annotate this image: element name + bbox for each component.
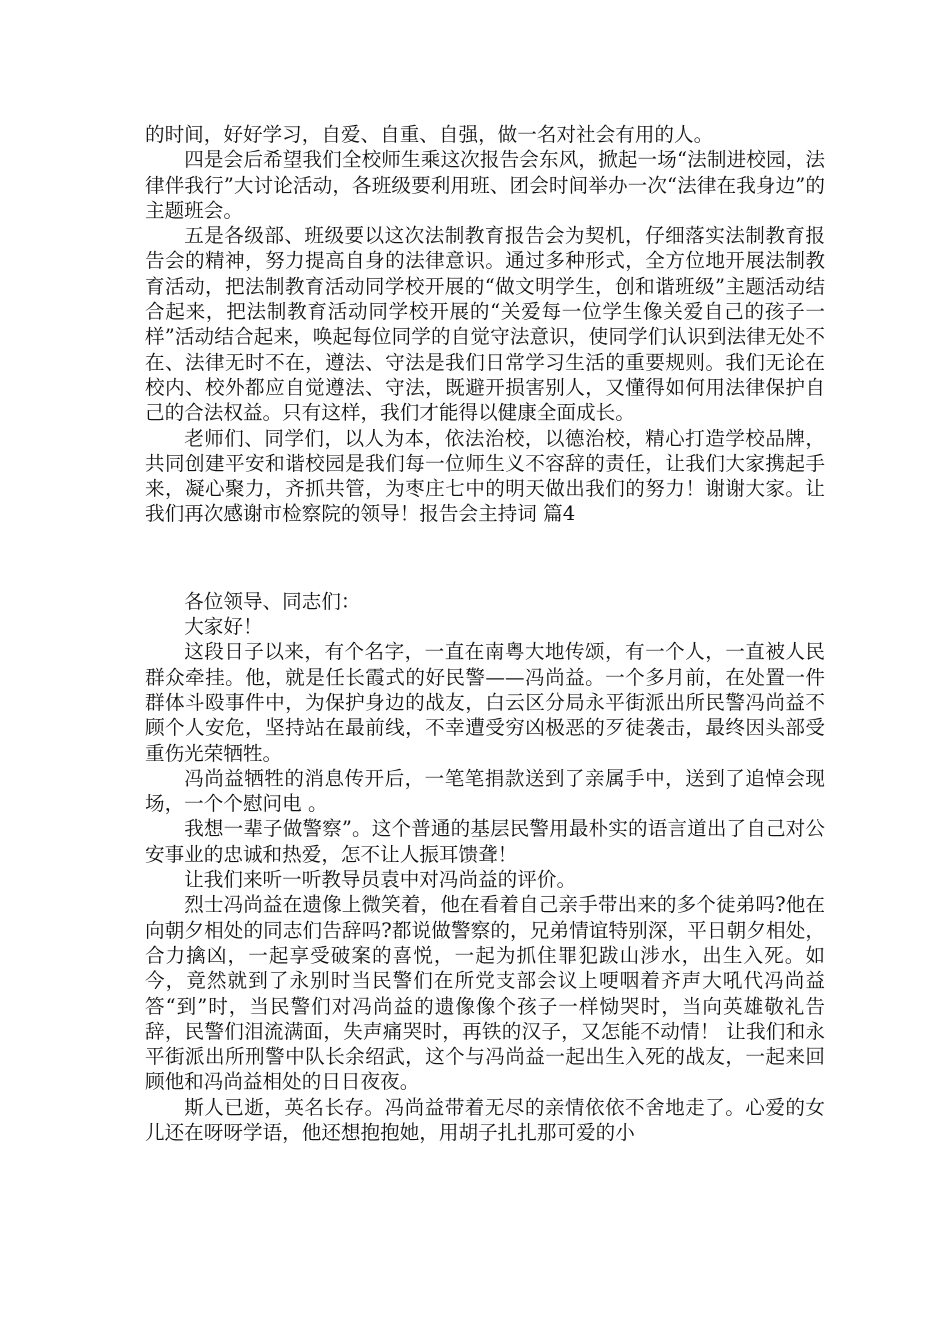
paragraph-introduction: 这段日子以来，有个名字，一直在南粤大地传颂，有一个人，一直被人民群众牵挂。他，就是任长霞式的好民警——冯尚益。一个多月前，在处置一件群体斗殴事件中，为保护身边的战友，白云区分局永平街派出所民警冯尚益不顾个人安危，坚持站在最前线，不幸遭受穷凶极恶的歹徒袭击，最终因头部受重伤光荣牺牲。 [145,640,825,765]
paragraph-quote: 我想一辈子做警察”。这个普通的基层民警用最朴实的语言道出了自己对公安事业的忠诚和热爱，怎不让人振耳馈聋！ [145,817,825,866]
paragraph-point-five: 五是各级部、班级要以这次法制教育报告会为契机，仔细落实法制教育报告会的精神，努力提高自身的法律意识。通过多种形式，全方位地开展法制教育活动，把法制教育活动同学校开展的“做文明学生，创和谐班级”主题活动结合起来，把法制教育活动同学校开展的“关爱每一位学生像关爱自己的孩子一样”活动结合起来，唤起每位同学的自觉守法意识，使同学们认识到法律无处不在、法律无时不在，遵法、守法是我们日常学习生活的重要规则。我们无论在校内、校外都应自觉遵法、守法，既避开损害别人，又懂得如何用法律保护自己的合法权益。只有这样，我们才能得以健康全面成长。 [145,224,825,425]
document-body [145,122,825,1145]
paragraph-donations: 冯尚益牺牲的消息传开后，一笔笔捐款送到了亲属手中，送到了追悼会现场，一个个慰问电 。 [145,766,825,816]
paragraph-memorial: 斯人已逝，英名长存。冯尚益带着无尽的亲情依依不舍地走了。心爱的女儿还在呀呀学语，他还想抱抱她，用胡子扎扎那可爱的小 [145,1095,825,1144]
paragraph-evaluation-intro: 让我们来听一听教导员袁中对冯尚益的评价。 [184,868,577,892]
paragraph-tribute: 烈士冯尚益在遗像上微笑着，他在看着自己亲手带出来的多个徒弟吗?他在向朝夕相处的同志们告辞吗?都说做警察的，兄弟情谊特别深，平日朝夕相处，合力擒凶，一起享受破案的喜悦，一起为抓住罪犯跋山涉水，出生入死。如今，竟然就到了永别时当民警们在所党支部会议上哽咽着齐声大吼代冯尚益答“到”时，当民警们对冯尚益的遗像像个孩子一样恸哭时，当向英雄敬礼告辞，民警们泪流满面，失声痛哭时，再铁的汉子，又怎能不动情！ 让我们和永平街派出所刑警中队长余绍武，这个与冯尚益一起出生入死的战友，一起来回顾他和冯尚益相处的日日夜夜。 [145,893,825,1094]
paragraph-continuation: 的时间，好好学习，自爱、自重、自强，做一名对社会有用的人。 [145,123,714,146]
paragraph-closing-remarks: 老师们、同学们，以人为本，依法治校，以德治校，精心打造学校品牌，共同创建平安和谐校园是我们每一位师生义不容辞的责任，让我们大家携起手来，凝心聚力，齐抓共管，为枣庄七中的明天做出我们的努力！谢谢大家。让我们再次感谢市检察院的领导！报告会主持词 篇4 [145,426,825,526]
paragraph-salutation: 各位领导、同志们： [184,589,361,613]
paragraph-point-four: 四是会后希望我们全校师生乘这次报告会东风，掀起一场“法制进校园，法律伴我行”大讨论活动，各班级要利用班、团会时间举办一次“法律在我身边”的主题班会。 [145,148,825,222]
paragraph-greeting: 大家好！ [184,615,263,639]
section-gap [145,527,825,589]
